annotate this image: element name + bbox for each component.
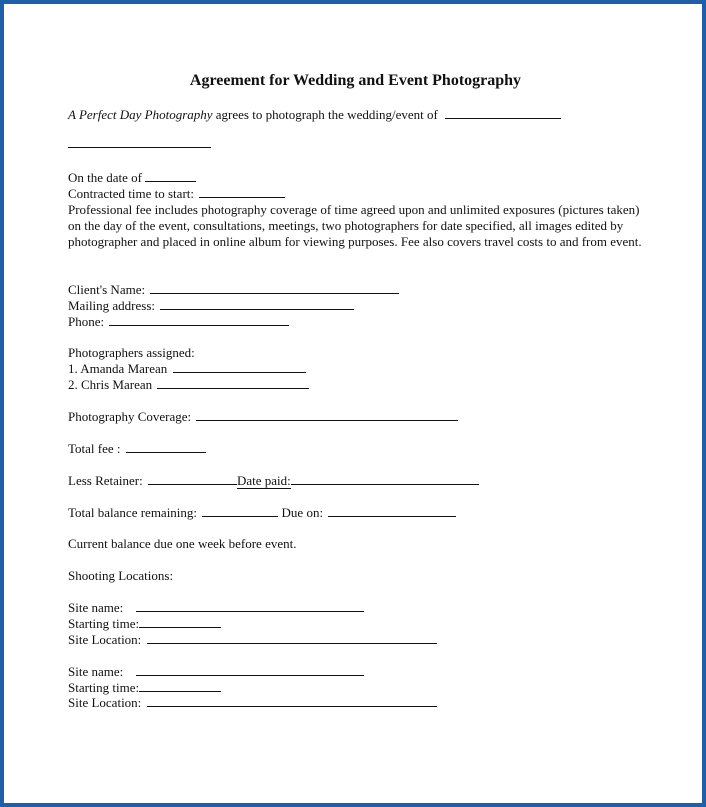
date-line <box>68 170 196 186</box>
phone-line <box>68 314 289 330</box>
photographer-1-name: 1. Amanda Marean <box>68 361 168 376</box>
total-fee-label: Total fee : <box>68 441 121 456</box>
site-2-location-line <box>68 695 437 711</box>
total-fee-field[interactable] <box>126 441 206 453</box>
contracted-time-field[interactable] <box>199 186 285 198</box>
client-name-line <box>68 282 399 298</box>
due-on-label: Due on: <box>281 505 324 520</box>
date-paid-field[interactable] <box>291 473 479 485</box>
mailing-address-line <box>68 298 354 314</box>
date-field[interactable] <box>145 170 196 182</box>
site-2-location-field[interactable] <box>147 695 437 707</box>
coverage-field[interactable] <box>196 409 458 421</box>
site-1-name-line <box>68 600 364 616</box>
total-fee-line <box>68 441 206 457</box>
mailing-address-field[interactable] <box>160 298 354 310</box>
site-1-name-field[interactable] <box>136 600 364 612</box>
date-paid-label: Date paid: <box>236 473 291 488</box>
photographer-1-field[interactable] <box>173 361 306 373</box>
site-1-location-field[interactable] <box>147 632 437 644</box>
photographer-2-field[interactable] <box>157 377 309 389</box>
photographer-1-line <box>68 361 306 377</box>
coverage-label: Photography Coverage: <box>68 409 192 424</box>
client-name-label: Client's Name: <box>68 282 146 297</box>
event-of-field[interactable] <box>445 107 561 119</box>
coverage-line <box>68 409 458 425</box>
photographer-2-name: 2. Chris Marean <box>68 377 153 392</box>
intro-text: agrees to photograph the wedding/event of <box>215 107 438 122</box>
site-2-start-line <box>68 680 221 696</box>
site-1-start-line <box>68 616 221 632</box>
retainer-line <box>68 473 479 489</box>
contracted-time-line <box>68 186 285 202</box>
site-2-start-label: Starting time: <box>68 680 140 695</box>
phone-field[interactable] <box>109 314 289 326</box>
site-2-start-field[interactable] <box>139 680 221 692</box>
mailing-address-label: Mailing address: <box>68 298 156 313</box>
photographers-heading: Photographers assigned: <box>68 345 195 360</box>
balance-line <box>68 505 456 521</box>
site-1-start-field[interactable] <box>139 616 221 628</box>
balance-field[interactable] <box>202 505 278 517</box>
company-name: A Perfect Day Photography <box>68 107 213 122</box>
site-2-name-label: Site name: <box>68 664 124 679</box>
intro-line <box>68 107 561 123</box>
date-label: On the date of <box>68 170 143 185</box>
site-2-name-field[interactable] <box>136 664 364 676</box>
site-2-location-label: Site Location: <box>68 695 142 710</box>
shooting-locations-heading: Shooting Locations: <box>68 568 174 583</box>
contracted-time-label: Contracted time to start: <box>68 186 194 201</box>
less-retainer-label: Less Retainer: <box>68 473 143 488</box>
site-1-name-label: Site name: <box>68 600 124 615</box>
site-1-location-line <box>68 632 437 648</box>
current-balance-note: Current balance due one week before event. <box>68 536 297 551</box>
professional-fee-paragraph: Professional fee includes photography coverage of time agreed upon and unlimited exposures (pictures taken) on the day of the event, consultations, meetings, two photographers for date specified, all images edited by photographer and placed in online album for viewing purposes. Fee also covers travel costs to and from event. <box>68 202 642 249</box>
phone-label: Phone: <box>68 314 105 329</box>
site-2-name-line <box>68 664 364 680</box>
site-1-location-label: Site Location: <box>68 632 142 647</box>
photographer-2-line <box>68 377 309 393</box>
event-of-field-continued[interactable] <box>68 136 211 148</box>
balance-label: Total balance remaining: <box>68 505 198 520</box>
site-1-start-label: Starting time: <box>68 616 140 631</box>
client-name-field[interactable] <box>150 282 399 294</box>
retainer-field[interactable] <box>148 473 237 485</box>
due-on-field[interactable] <box>328 505 456 517</box>
document-title: Agreement for Wedding and Event Photography <box>189 72 522 89</box>
event-of-continuation-line <box>68 136 211 152</box>
